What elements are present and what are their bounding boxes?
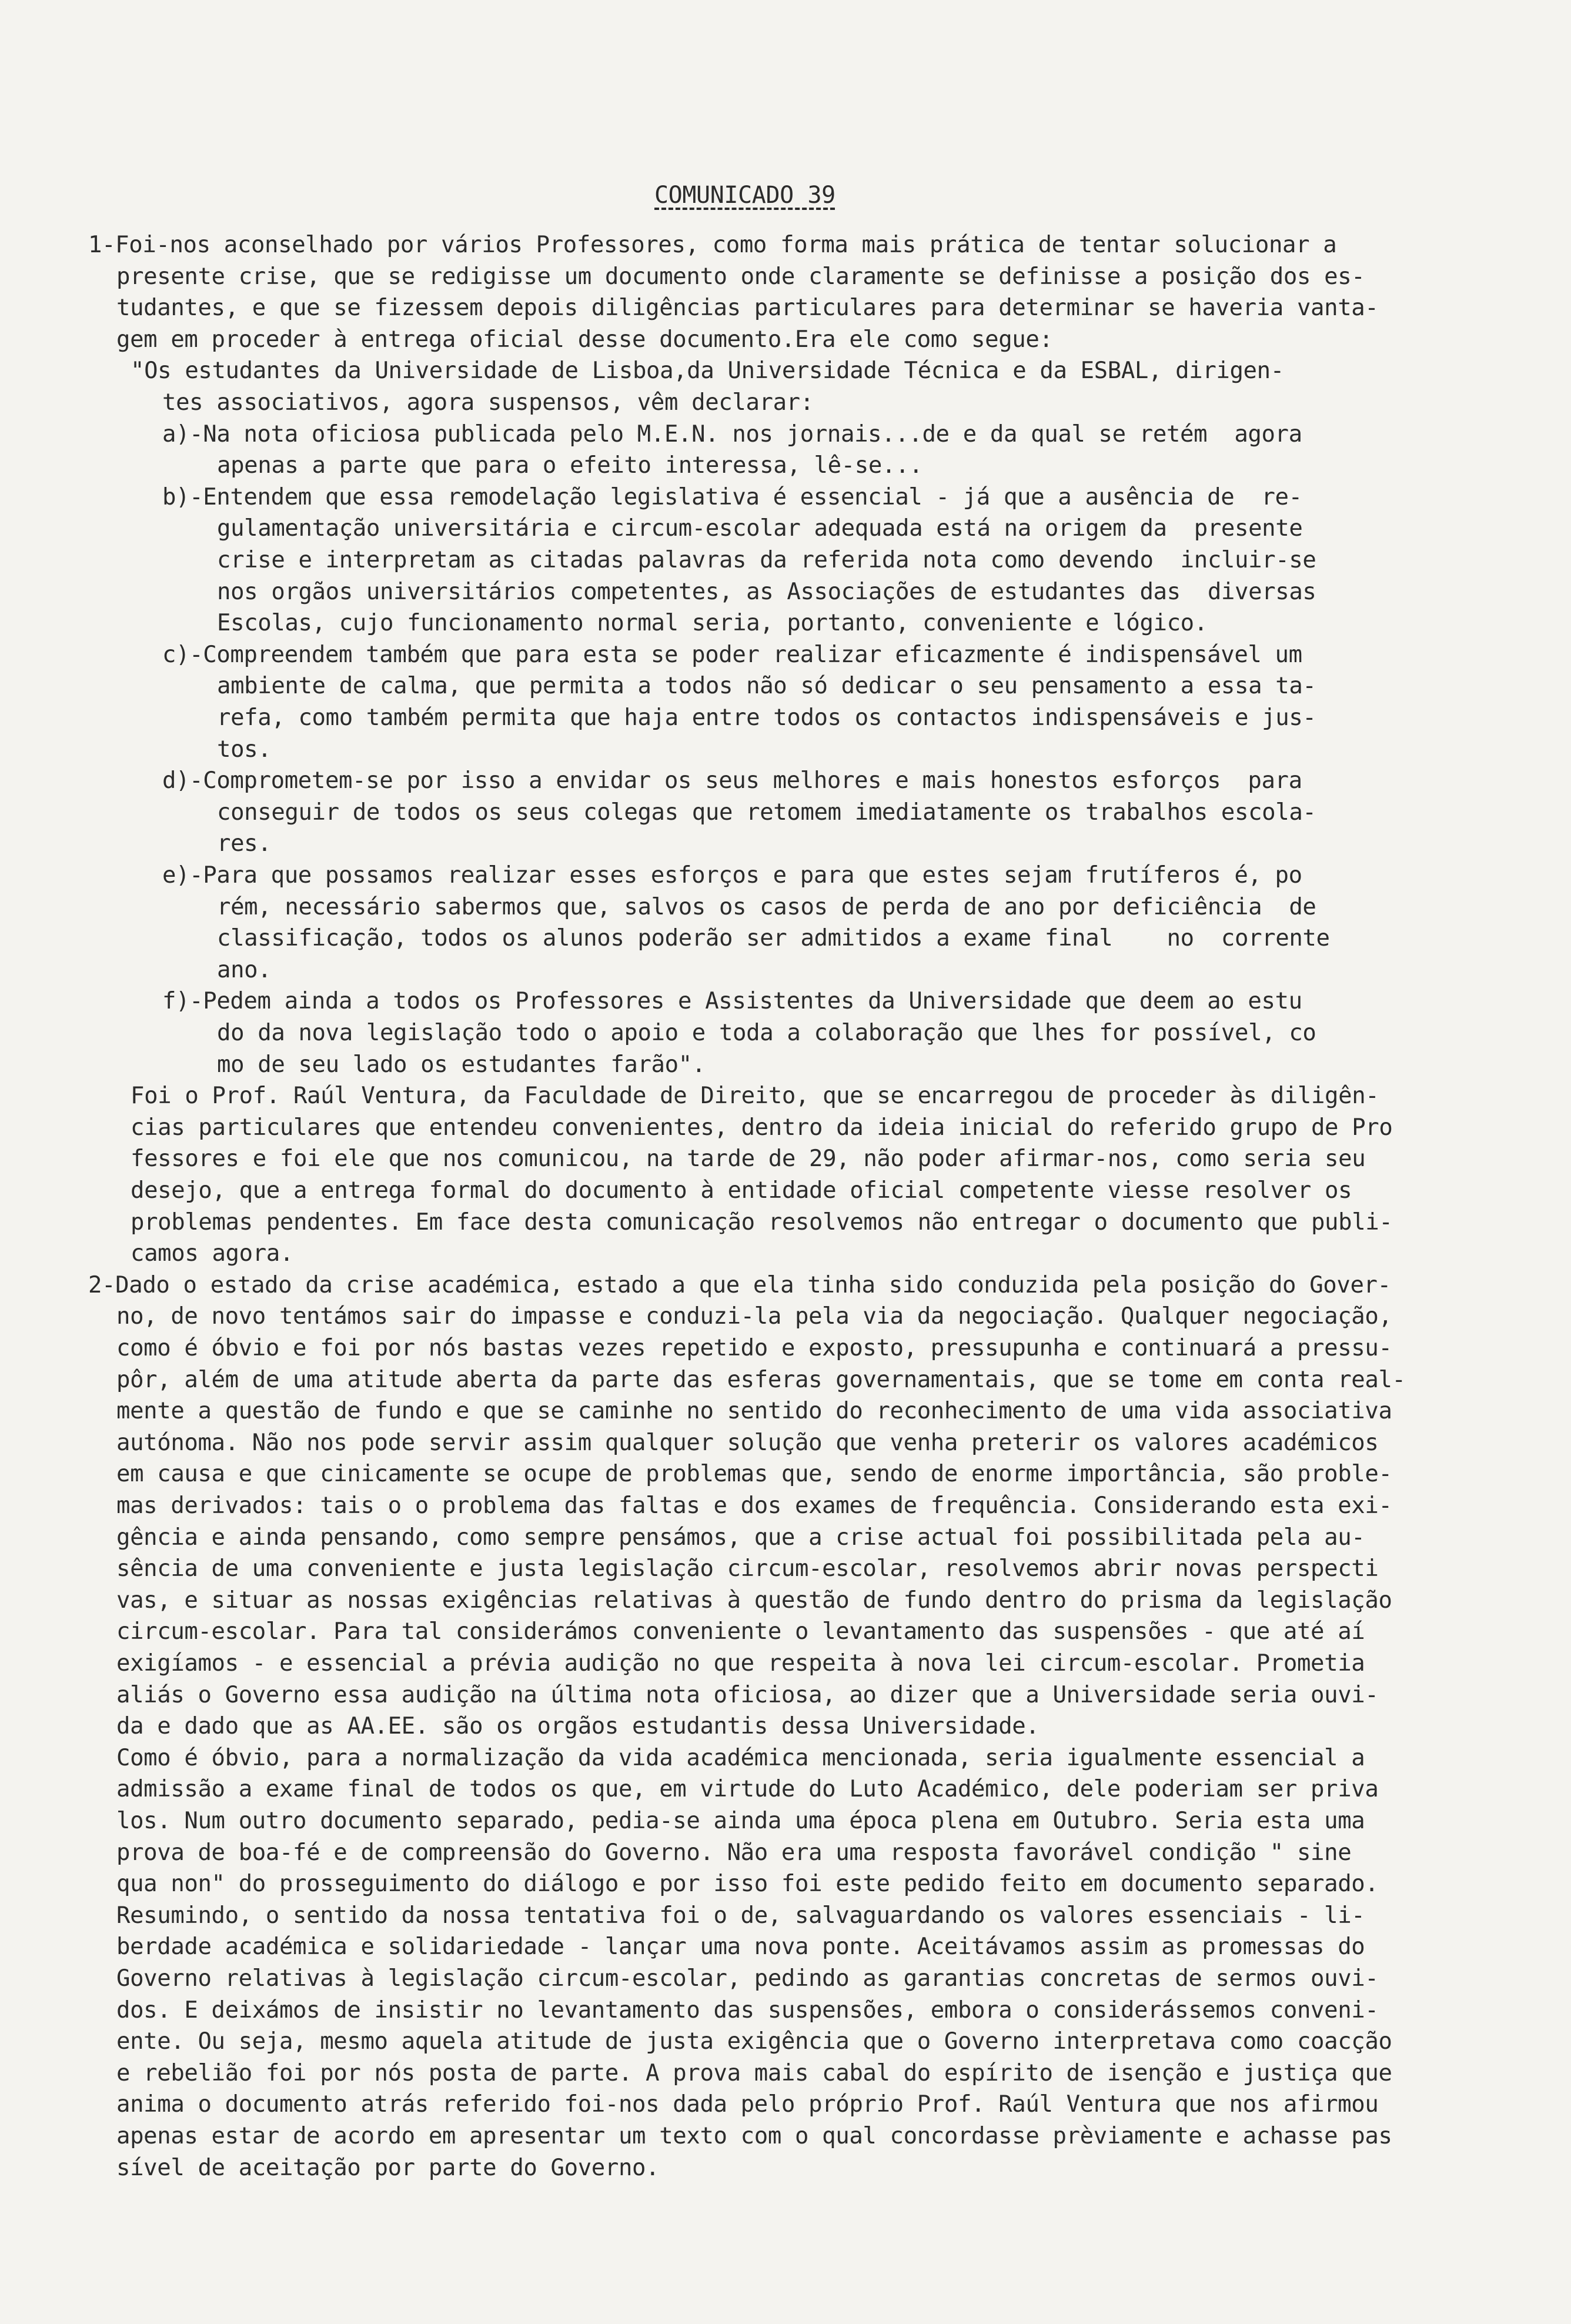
text-line: rém, necessário sabermos que, salvos os casos de perda de ano por deficiência de <box>217 893 1316 920</box>
text-line: circum-escolar. Para tal considerámos conveniente o levantamento das suspensões - que até aí <box>116 1618 1365 1645</box>
text-line: a)-Na nota oficiosa publicada pelo M.E.N. nos jornais...de e da qual se retém agora <box>162 420 1302 448</box>
text-line: dos. E deixámos de insistir no levantamento das suspensões, embora o considerássemos conveni- <box>116 1996 1379 2024</box>
text-line: sível de aceitação por parte do Governo. <box>116 2154 660 2181</box>
text-line: como é óbvio e foi por nós bastas vezes repetido e exposto, pressupunha e continuará a pressu- <box>116 1335 1392 1361</box>
text-line: c)-Compreendem também que para esta se poder realizar eficazmente é indispensável um <box>162 641 1302 668</box>
text-line: classificação, todos os alunos poderão ser admitidos a exame final no corrente <box>217 925 1330 952</box>
text-line: crise e interpretam as citadas palavras da referida nota como devendo incluir-se <box>217 547 1316 573</box>
text-line: anima o documento atrás referido foi-nos dada pelo próprio Prof. Raúl Ventura que nos afirmou <box>116 2091 1379 2118</box>
text-line: sência de uma conveniente e justa legislação circum-escolar, resolvemos abrir novas perspecti <box>116 1555 1379 1582</box>
text-line: vas, e situar as nossas exigências relativas à questão de fundo dentro do prisma da legislação <box>116 1587 1392 1614</box>
text-line: qua non" do prosseguimento do diálogo e por isso foi este pedido feito em documento separado. <box>116 1871 1379 1898</box>
text-line: tos. <box>217 736 272 763</box>
document-title: COMUNICADO 39 <box>654 182 835 209</box>
text-line: berdade académica e solidariedade - lançar uma nova ponte. Aceitávamos assim as promessas do <box>116 1934 1365 1961</box>
text-line: Escolas, cujo funcionamento normal seria, portanto, conveniente e lógico. <box>217 610 1208 637</box>
text-line: Como é óbvio, para a normalização da vida académica mencionada, seria igualmente essencial a <box>116 1744 1365 1771</box>
text-line: d)-Comprometem-se por isso a envidar os seus melhores e mais honestos esforços para <box>162 767 1302 794</box>
text-line: ambiente de calma, que permita a todos não só dedicar o seu pensamento a essa ta- <box>217 673 1316 700</box>
text-line: ano. <box>217 956 272 983</box>
text-line: los. Num outro documento separado, pedia-se ainda uma época plena em Outubro. Seria esta uma <box>116 1808 1365 1834</box>
text-line: 1-Foi-nos aconselhado por vários Professores, como forma mais prática de tentar solucionar a <box>88 232 1337 258</box>
text-line: mo de seu lado os estudantes farão". <box>217 1051 706 1078</box>
text-line: 2-Dado o estado da crise académica, estado a que ela tinha sido conduzida pela posição do Gover- <box>88 1271 1391 1298</box>
text-line: presente crise, que se redigisse um documento onde claramente se definisse a posição dos es- <box>116 263 1365 290</box>
text-line: e rebelião foi por nós posta de parte. A prova mais cabal do espírito de isenção e justiça que <box>116 2059 1392 2086</box>
text-line: refa, como também permita que haja entre todos os contactos indispensáveis e jus- <box>217 704 1316 731</box>
text-line: conseguir de todos os seus colegas que retomem imediatamente os trabalhos escola- <box>217 799 1316 826</box>
text-line: problemas pendentes. Em face desta comunicação resolvemos não entregar o documento que publi- <box>131 1208 1393 1236</box>
text-line: e)-Para que possamos realizar esses esforços e para que estes sejam frutíferos é, po <box>162 862 1302 889</box>
text-line: ente. Ou seja, mesmo aquela atitude de justa exigência que o Governo interpretava como coacção <box>116 2028 1392 2055</box>
text-line: gem em proceder à entrega oficial desse documento.Era ele como segue: <box>116 326 1053 353</box>
text-line: no, de novo tentámos sair do impasse e conduzi-la pela via da negociação. Qualquer negociação, <box>116 1303 1392 1330</box>
text-line: b)-Entendem que essa remodelação legislativa é essencial - já que a ausência de re- <box>162 483 1302 510</box>
text-line: apenas estar de acordo em apresentar um texto com o qual concordasse prèviamente e achasse pas <box>116 2123 1392 2149</box>
text-line: res. <box>217 830 272 857</box>
text-line: tes associativos, agora suspensos, vêm declarar: <box>162 389 814 416</box>
text-line: do da nova legislação todo o apoio e toda a colaboração que lhes for possível, co <box>217 1020 1316 1046</box>
text-line: camos agora. <box>131 1240 293 1267</box>
text-line: mas derivados: tais o o problema das faltas e dos exames de frequência. Considerando esta exi- <box>116 1492 1392 1519</box>
text-line: "Os estudantes da Universidade de Lisboa,da Universidade Técnica e da ESBAL, dirigen- <box>131 358 1284 385</box>
text-line: autónoma. Não nos pode servir assim qualquer solução que venha preterir os valores académicos <box>116 1429 1379 1456</box>
text-line: da e dado que as AA.EE. são os orgãos estudantis dessa Universidade. <box>116 1713 1039 1740</box>
text-line: nos orgãos universitários competentes, as Associações de estudantes das diversas <box>217 578 1316 605</box>
text-line: Foi o Prof. Raúl Ventura, da Faculdade de Direito, que se encarregou de proceder às diligên- <box>131 1083 1379 1110</box>
text-line: f)-Pedem ainda a todos os Professores e Assistentes da Universidade que deem ao estu <box>162 988 1302 1015</box>
text-line: cias particulares que entendeu convenientes, dentro da ideia inicial do referido grupo de Pro <box>131 1114 1393 1141</box>
text-line: aliás o Governo essa audição na última nota oficiosa, ao dizer que a Universidade seria ouvi- <box>116 1681 1379 1708</box>
text-line: prova de boa-fé e de compreensão do Governo. Não era uma resposta favorável condição " sine <box>116 1839 1352 1866</box>
text-line: pôr, além de uma atitude aberta da parte das esferas governamentais, que se tome em conta real- <box>116 1366 1406 1393</box>
text-line: gulamentação universitária e circum-escolar adequada está na origem da presente <box>217 515 1303 542</box>
text-line: tudantes, e que se fizessem depois diligências particulares para determinar se haveria vanta- <box>116 295 1379 322</box>
text-line: gência e ainda pensando, como sempre pensámos, que a crise actual foi possibilitada pela au- <box>116 1524 1365 1551</box>
text-line: admissão a exame final de todos os que, em virtude do Luto Académico, dele poderiam ser priva <box>116 1776 1379 1803</box>
text-line: em causa e que cinicamente se ocupe de problemas que, sendo de enorme importância, são proble- <box>116 1461 1392 1488</box>
text-line: exigíamos - e essencial a prévia audição no que respeita à nova lei circum-escolar. Prometia <box>116 1650 1365 1677</box>
text-line: Resumindo, o sentido da nossa tentativa foi o de, salvaguardando os valores essenciais - li- <box>116 1902 1365 1929</box>
text-line: Governo relativas à legislação circum-escolar, pedindo as garantias concretas de sermos ouvi- <box>116 1965 1379 1992</box>
text-line: apenas a parte que para o efeito interessa, lê-se... <box>217 452 923 479</box>
text-line: desejo, que a entrega formal do documento à entidade oficial competente viesse resolver os <box>131 1177 1352 1204</box>
text-line: mente a questão de fundo e que se caminhe no sentido do reconhecimento de uma vida associativa <box>116 1398 1392 1425</box>
text-line: fessores e foi ele que nos comunicou, na tarde de 29, não poder afirmar-nos, como seria seu <box>131 1146 1366 1173</box>
